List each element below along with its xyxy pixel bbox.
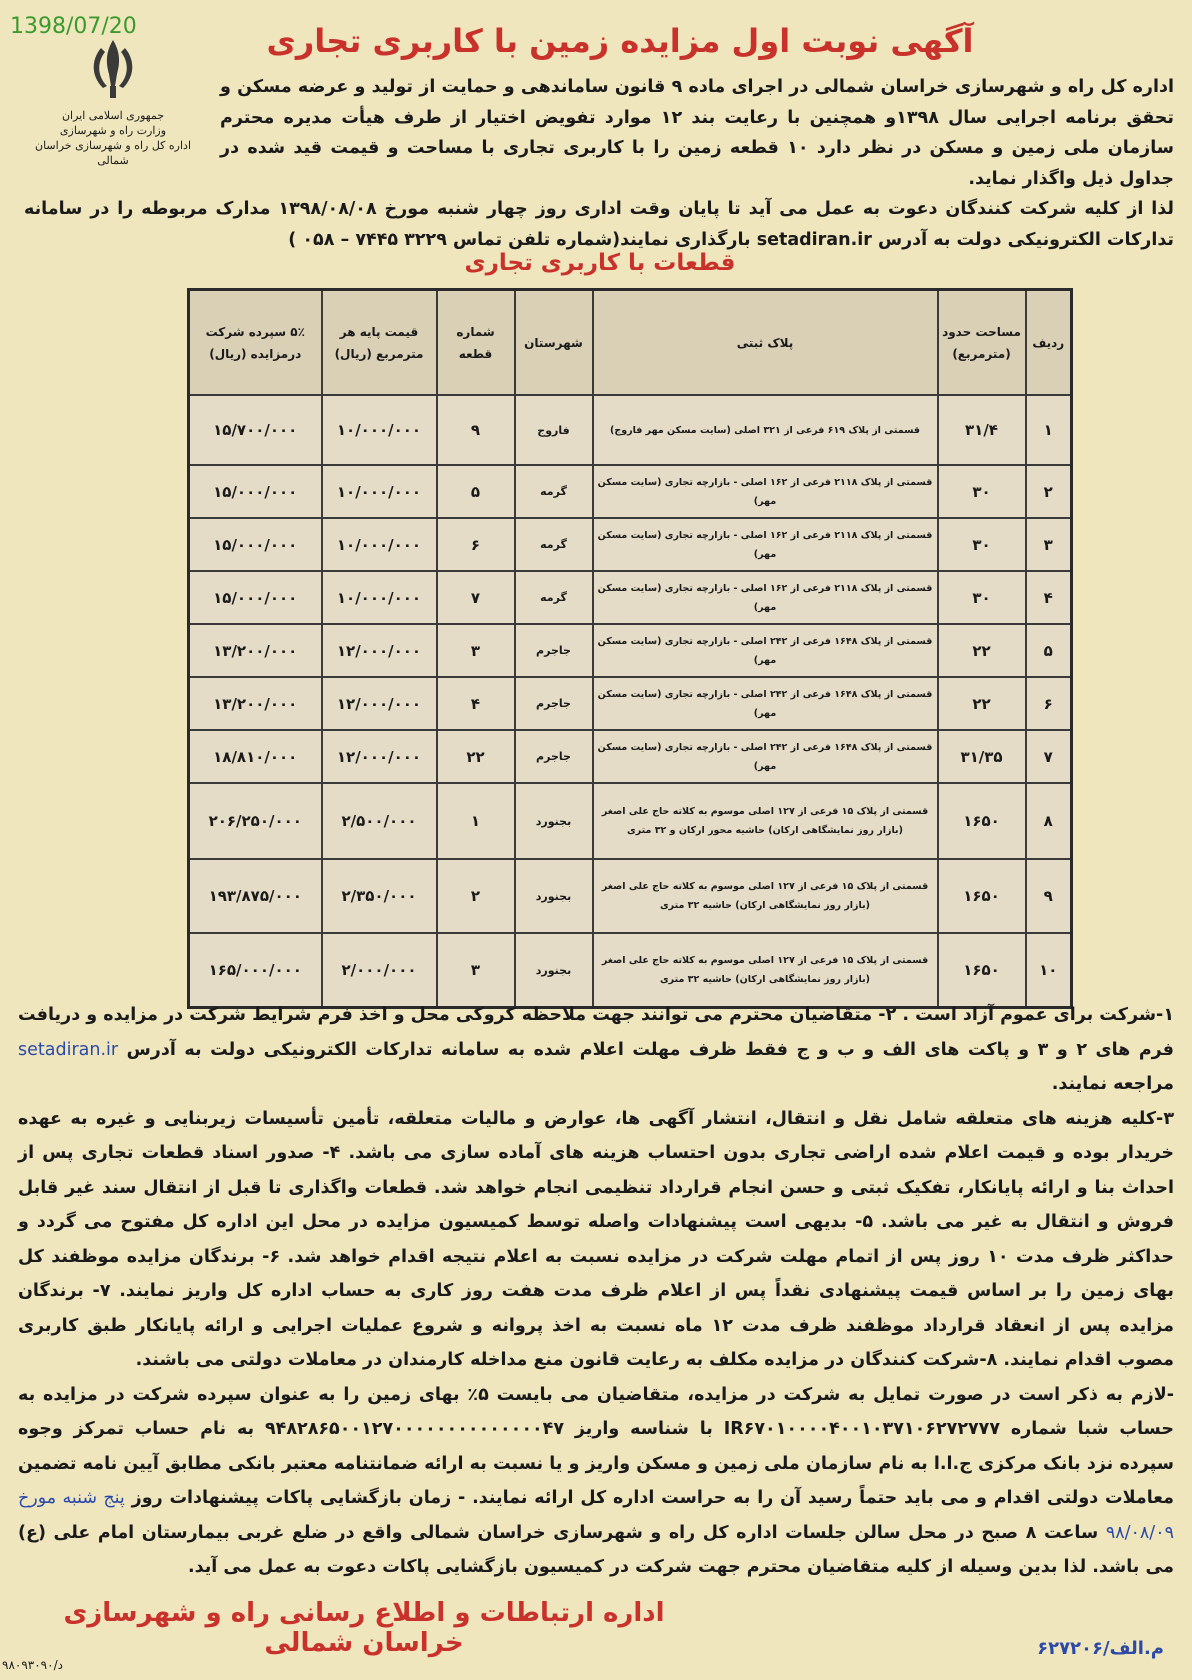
cell-deposit: ۱۳/۲۰۰/۰۰۰ xyxy=(189,677,322,730)
terms-paragraph-3 xyxy=(18,1378,1174,1585)
cell-plot-number: ۴ xyxy=(437,677,515,730)
logo-line-1: جمهوری اسلامی ایران xyxy=(61,109,165,122)
cell-base-price: ۱۰/۰۰۰/۰۰۰ xyxy=(322,465,437,518)
cell-plate: قسمتی از پلاک ۱۵ فرعی از ۱۲۷ اصلی موسوم به کلاته حاج علی اصغر (بازار روز نمایشگاهی ارکان) حاشیه محور ارکان و ۳۲ متری xyxy=(593,783,938,859)
table-row xyxy=(189,859,1072,933)
cell-area: ۱۶۵۰ xyxy=(938,783,1026,859)
cell-plate: قسمتی از پلاک ۱۶۴۸ فرعی از ۲۴۲ اصلی - بازارچه تجاری (سایت مسکن مهر) xyxy=(593,730,938,783)
header-base-price: قیمت پایه هر مترمربع (ریال) xyxy=(322,290,437,396)
ad-code: م.الف/۶۲۷۲۰۶ xyxy=(1037,1638,1164,1659)
header-area: مساحت حدود (مترمربع) xyxy=(938,290,1026,396)
cell-plot-number: ۳ xyxy=(437,624,515,677)
cell-base-price: ۱۰/۰۰۰/۰۰۰ xyxy=(322,395,437,465)
table-header-row xyxy=(189,290,1072,396)
cell-plot-number: ۷ xyxy=(437,571,515,624)
cell-city: بجنورد xyxy=(515,859,593,933)
opening-date: پنج شنبه مورخ ۹۸/۰۸/۰۹ xyxy=(18,1488,1175,1543)
cell-plot-number: ۳ xyxy=(437,933,515,1008)
table-row xyxy=(189,677,1072,730)
terms-4-pre: - زمان بازگشایی پاکات پیشنهادات روز xyxy=(131,1488,466,1508)
cell-area: ۳۰ xyxy=(938,518,1026,571)
announcement-title: آگهی نوبت اول مزایده زمین با کاربری تجاری xyxy=(266,22,974,60)
header-registration-plate: پلاک ثبتی xyxy=(593,290,938,396)
header-city: شهرستان xyxy=(515,290,593,396)
cell-deposit: ۱۳/۲۰۰/۰۰۰ xyxy=(189,624,322,677)
cell-base-price: ۲/۳۵۰/۰۰۰ xyxy=(322,859,437,933)
cell-row-number: ۴ xyxy=(1026,571,1072,624)
cell-deposit: ۱۵/۰۰۰/۰۰۰ xyxy=(189,465,322,518)
date-stamp: 1398/07/20 xyxy=(10,14,137,39)
cell-row-number: ۸ xyxy=(1026,783,1072,859)
cell-city: جاجرم xyxy=(515,730,593,783)
plots-table xyxy=(187,288,1073,1009)
cell-deposit: ۲۰۶/۲۵۰/۰۰۰ xyxy=(189,783,322,859)
cell-row-number: ۱ xyxy=(1026,395,1072,465)
cell-plot-number: ۹ xyxy=(437,395,515,465)
cell-city: گرمه xyxy=(515,571,593,624)
cell-deposit: ۱۹۳/۸۷۵/۰۰۰ xyxy=(189,859,322,933)
intro-paragraph-1: اداره کل راه و شهرسازی خراسان شمالی در اجرای ماده ۹ قانون ساماندهی و حمایت از تولید و عرضه مسکن و تحقق برنامه اجرایی سال ۱۳۹۸و همچنین با رعایت بند ۱۲ موارد تفویض اختیار از طرف هیأت مدیره محترم سازمان ملی زمین و مسکن در نظر دارد ۱۰ قطعه زمین را با کاربری تجاری با مساحت و قیمت قید شده در جداول ذیل واگذار نماید. xyxy=(220,77,1174,189)
cell-plot-number: ۵ xyxy=(437,465,515,518)
cell-area: ۳۰ xyxy=(938,465,1026,518)
terms-1-text: ۱-شرکت برای عموم آزاد است . ۲- متقاضیان محترم می توانند جهت ملاحظه کروکی محل و اخذ فرم شرایط شرکت در مزایده و دریافت فرم های ۲ و ۳ و پاکت های الف و ب و ج فقط ظرف مهلت اعلام شده به سامانه تدارکات الکترونیکی دولت به آدرس xyxy=(18,1005,1174,1060)
cell-row-number: ۲ xyxy=(1026,465,1072,518)
cell-base-price: ۱۰/۰۰۰/۰۰۰ xyxy=(322,518,437,571)
table-row xyxy=(189,933,1072,1008)
table-row xyxy=(189,395,1072,465)
terms-4-post: ساعت ۸ صبح در محل سالن جلسات اداره کل راه و شهرسازی خراسان شمالی واقع در ضلع غربی بیمارستان امام علی (ع) می باشد. لذا بدین وسیله از کلیه متقاضیان محترم جهت شرکت در کمیسیون بازگشایی پاکات دعوت به عمل می آید. xyxy=(18,1522,1174,1577)
header-plot-number: شماره قطعه xyxy=(437,290,515,396)
table-row xyxy=(189,571,1072,624)
terms-paragraph-2: ۳-کلیه هزینه های متعلقه شامل نقل و انتقال، انتشار آگهی ها، عوارض و مالیات متعلقه، تأمین تأسیسات زیربنایی و غیره به عهده خریدار بوده و قیمت اعلام شده اراضی تجاری بدون احتساب هزینه های آماده سازی می باشد. ۴- صدور اسناد قطعات تجاری پس از احداث بنا و ارائه پایانکار، تفکیک ثبتی و حسن انجام قرارداد تنظیمی انجام خواهد شد. قطعات واگذاری تا قبل از انتقال سند غیر قابل فروش و انتقال به غیر می باشد. ۵- بدیهی است پیشنهادات واصله توسط کمیسیون مزایده در محل این اداره کل مفتوح می گردد و حداکثر ظرف مدت ۱۰ روز پس از اتمام مهلت شرکت در مزایده نسبت به اعلام نتیجه اقدام خواهد شد. ۶- برندگان مزایده موظفند کل بهای زمین را بر اساس قیمت پیشنهادی نقداً پس از اعلام ظرف مدت هفت روز کاری به حساب اداره کل واریز نمایند. ۷- برندگان مزایده پس از انعقاد قرارداد موظفند ظرف مدت ۱۲ ماه نسبت به اخذ پروانه و شروع عملیات اجرایی و ارائه پایانکار طبق کاربری مصوب اقدام نمایند. ۸-شرکت کنندگان در مزایده مکلف به رعایت قانون منع مداخله کارمندان در معاملات دولتی می باشند. xyxy=(18,1108,1175,1370)
logo-line-2: وزارت راه و شهرسازی xyxy=(59,124,167,137)
cell-area: ۳۰ xyxy=(938,571,1026,624)
cell-area: ۲۲ xyxy=(938,624,1026,677)
cell-base-price: ۱۲/۰۰۰/۰۰۰ xyxy=(322,677,437,730)
header-row-number: ردیف xyxy=(1026,290,1072,396)
cell-deposit: ۱۵/۰۰۰/۰۰۰ xyxy=(189,518,322,571)
intro-paragraph-2: لذا از کلیه شرکت کنندگان دعوت به عمل می آید تا پایان وقت اداری روز چهار شنبه مورخ ۱۳۹۸/۰۸/۰۸ مدارک مربوطه را در سامانه تدارکات الکترونیکی دولت به آدرس setadiran.ir بارگذاری نمایند(شماره تلفن تماس ۳۲۲۹ ۷۴۴۵ – ۰۵۸ ) xyxy=(24,199,1174,250)
cell-plate: قسمتی از پلاک ۲۱۱۸ فرعی از ۱۶۲ اصلی - بازارچه تجاری (سایت مسکن مهر) xyxy=(593,518,938,571)
header-deposit: ۵٪ سپرده شرکت درمزایده (ریال) xyxy=(189,290,322,396)
cell-area: ۱۶۵۰ xyxy=(938,933,1026,1008)
table-row xyxy=(189,730,1072,783)
cell-base-price: ۱۰/۰۰۰/۰۰۰ xyxy=(322,571,437,624)
terms-3-text: -لازم به ذکر است در صورت تمایل به شرکت در مزایده، متقاضیان می بایست ۵٪ بهای زمین را به عنوان سپرده شرکت در مزایده به حساب شبا شماره IR۶۷۰۱۰۰۰۰۴۰۰۱۰۳۷۱۰۶۲۷۲۷۷۷ با شناسه واریز ۹۴۸۲۸۶۵۰۰۱۲۷۰۰۰۰۰۰۰۰۰۰۰۰۰۰۴۷ به نام حساب تمرکز وجوه سپرده نزد بانک مرکزی ج.ا.ا به نام سازمان ملی زمین و مسکن واریز و یا نسبت به ارائه ضمانتنامه معتبر بانکی مطابق آیین نامه تضمین معاملات دولتی اقدام و می باید حتماً رسید آن را به حراست اداره کل ارائه نمایند. xyxy=(18,1384,1175,1508)
cell-plot-number: ۶ xyxy=(437,518,515,571)
terms-paragraph-1 xyxy=(18,998,1174,1102)
cell-deposit: ۱۵/۰۰۰/۰۰۰ xyxy=(189,571,322,624)
cell-deposit: ۱۶۵/۰۰۰/۰۰۰ xyxy=(189,933,322,1008)
table-row xyxy=(189,783,1072,859)
intro-text xyxy=(24,72,1174,255)
cell-deposit: ۱۸/۸۱۰/۰۰۰ xyxy=(189,730,322,783)
cell-plate: قسمتی از پلاک ۱۶۴۸ فرعی از ۲۴۲ اصلی - بازارچه تجاری (سایت مسکن مهر) xyxy=(593,677,938,730)
cell-plate: قسمتی از پلاک ۶۱۹ فرعی از ۳۲۱ اصلی (سایت مسکن مهر فاروج) xyxy=(593,395,938,465)
cell-plot-number: ۱ xyxy=(437,783,515,859)
terms-1-end: مراجعه نمایند. xyxy=(1051,1074,1174,1094)
cell-row-number: ۱۰ xyxy=(1026,933,1072,1008)
terms-text xyxy=(18,998,1174,1585)
cell-city: جاجرم xyxy=(515,624,593,677)
cell-row-number: ۵ xyxy=(1026,624,1072,677)
cell-plate: قسمتی از پلاک ۱۶۴۸ فرعی از ۲۴۲ اصلی - بازارچه تجاری (سایت مسکن مهر) xyxy=(593,624,938,677)
cell-area: ۳۱/۴ xyxy=(938,395,1026,465)
cell-row-number: ۷ xyxy=(1026,730,1072,783)
cell-base-price: ۱۲/۰۰۰/۰۰۰ xyxy=(322,624,437,677)
cell-city: گرمه xyxy=(515,518,593,571)
table-row xyxy=(189,465,1072,518)
cell-row-number: ۳ xyxy=(1026,518,1072,571)
cell-base-price: ۱۲/۰۰۰/۰۰۰ xyxy=(322,730,437,783)
cell-plot-number: ۲ xyxy=(437,859,515,933)
cell-city: بجنورد xyxy=(515,783,593,859)
setadiran-link[interactable]: setadiran.ir xyxy=(18,1039,119,1060)
cell-city: گرمه xyxy=(515,465,593,518)
cell-city: بجنورد xyxy=(515,933,593,1008)
cell-deposit: ۱۵/۷۰۰/۰۰۰ xyxy=(189,395,322,465)
ref-number: ۹۸۰۹۳۰۹۰/د xyxy=(2,1658,63,1672)
cell-plot-number: ۲۲ xyxy=(437,730,515,783)
table-row xyxy=(189,624,1072,677)
cell-area: ۳۱/۳۵ xyxy=(938,730,1026,783)
logo-line-3: اداره کل راه و شهرسازی خراسان شمالی xyxy=(35,139,191,167)
cell-base-price: ۲/۵۰۰/۰۰۰ xyxy=(322,783,437,859)
cell-city: فاروج xyxy=(515,395,593,465)
cell-area: ۱۶۵۰ xyxy=(938,859,1026,933)
cell-row-number: ۹ xyxy=(1026,859,1072,933)
table-row xyxy=(189,518,1072,571)
table-subtitle: قطعات با کاربری تجاری xyxy=(464,250,736,276)
cell-base-price: ۲/۰۰۰/۰۰۰ xyxy=(322,933,437,1008)
cell-area: ۲۲ xyxy=(938,677,1026,730)
cell-city: جاجرم xyxy=(515,677,593,730)
cell-plate: قسمتی از پلاک ۱۵ فرعی از ۱۲۷ اصلی موسوم به کلاته حاج علی اصغر (بازار روز نمایشگاهی ارکان) حاشیه ۳۲ متری xyxy=(593,859,938,933)
signature: اداره ارتباطات و اطلاع رسانی راه و شهرسازی خراسان شمالی xyxy=(63,1598,665,1658)
cell-plate: قسمتی از پلاک ۱۵ فرعی از ۱۲۷ اصلی موسوم به کلاته حاج علی اصغر (بازار روز نمایشگاهی ارکان) حاشیه ۳۲ متری xyxy=(593,933,938,1008)
cell-plate: قسمتی از پلاک ۲۱۱۸ فرعی از ۱۶۲ اصلی - بازارچه تجاری (سایت مسکن مهر) xyxy=(593,571,938,624)
cell-row-number: ۶ xyxy=(1026,677,1072,730)
cell-plate: قسمتی از پلاک ۲۱۱۸ فرعی از ۱۶۲ اصلی - بازارچه تجاری (سایت مسکن مهر) xyxy=(593,465,938,518)
